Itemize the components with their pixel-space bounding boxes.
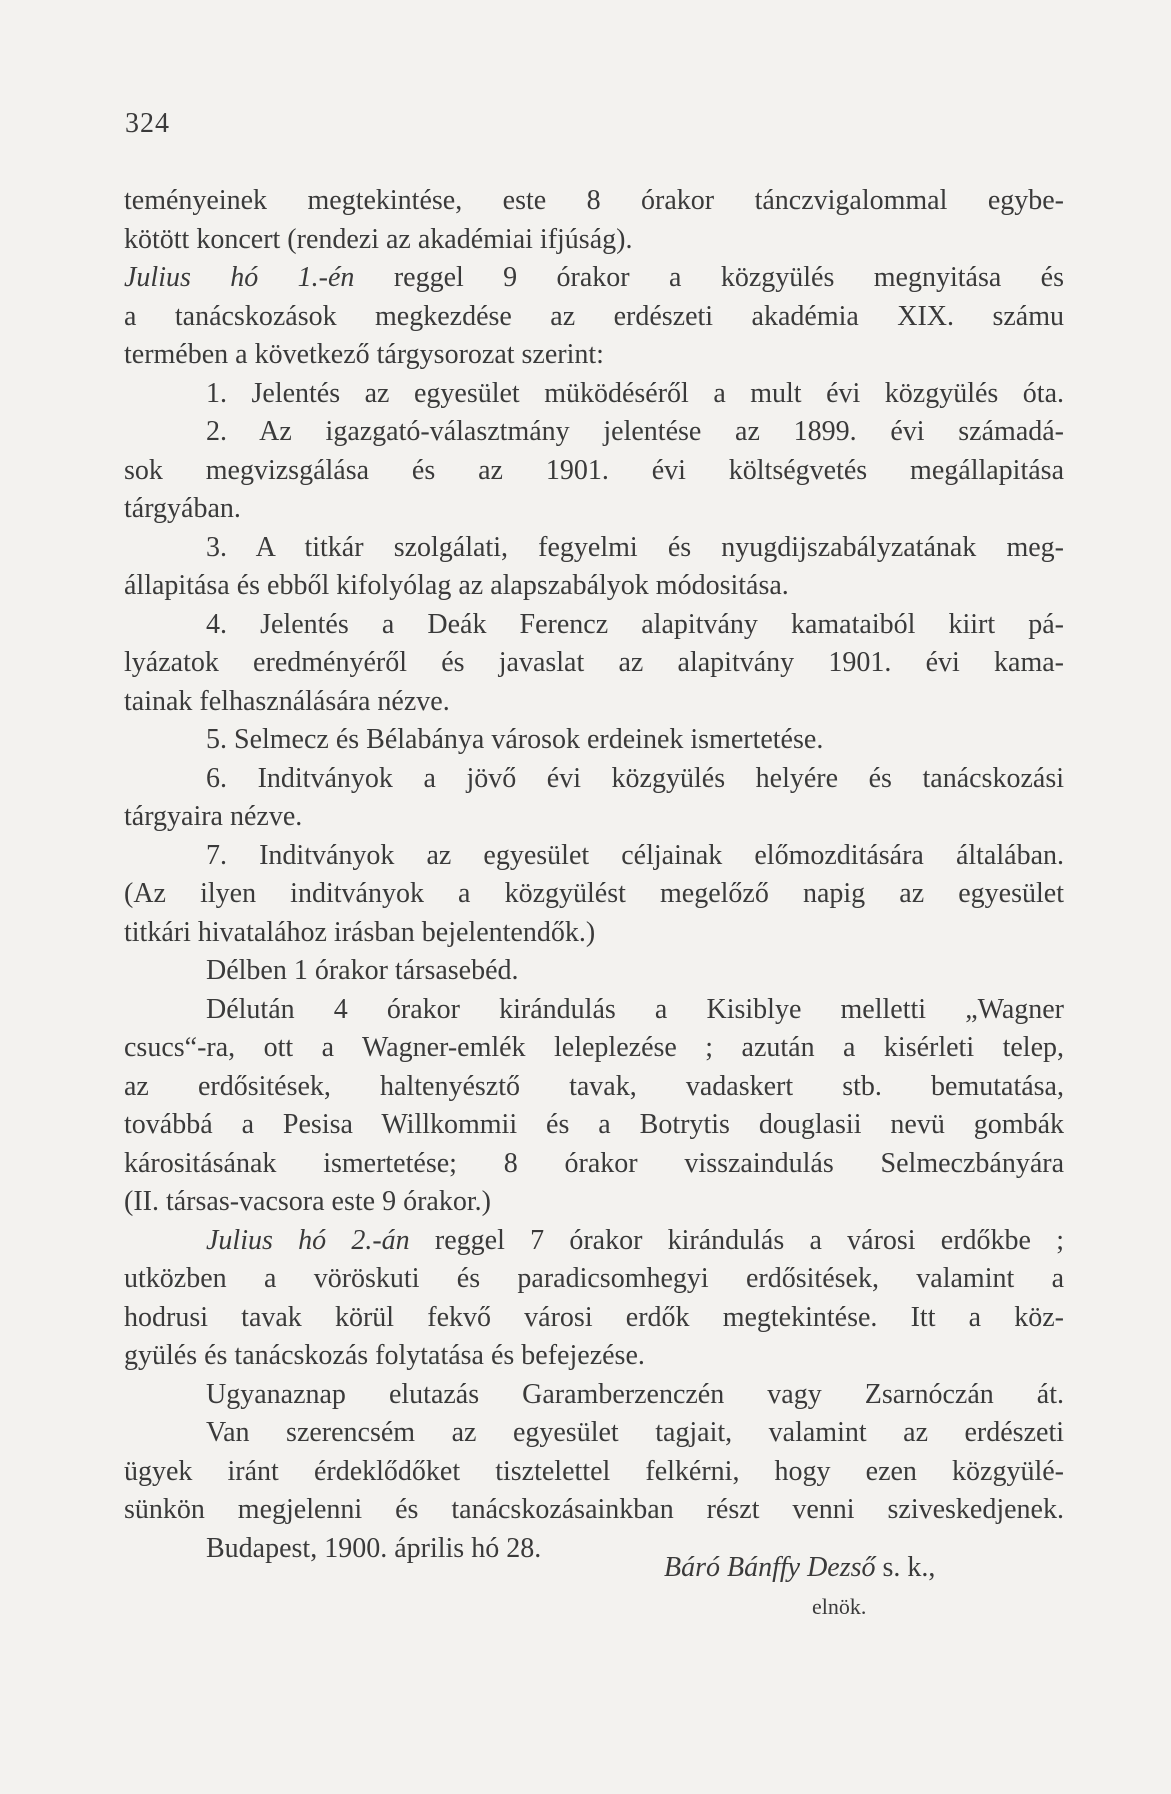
text-segment: utközben a vöröskuti és paradicsomhegyi erdősitések, valamint a (124, 1263, 1064, 1294)
text-line (124, 1337, 1064, 1376)
text-segment: reggel 7 órakor kirándulás a városi erdőkbe ; (409, 1224, 1064, 1256)
text-line (124, 1376, 1064, 1415)
text-line (124, 644, 1064, 683)
text-line (124, 490, 1064, 529)
text-segment: (II. társas-vacsora este 9 órakor.) (124, 1186, 491, 1217)
text-segment: reggel 9 órakor a közgyülés megnyitása és (354, 262, 1064, 293)
text-segment: Délután 4 órakor kirándulás a Kisiblye melletti „Wagner (206, 993, 1064, 1025)
text-line (124, 683, 1064, 722)
text-line (124, 452, 1064, 491)
text-segment: a tanácskozások megkezdése az erdészeti akadémia XIX. számu (124, 300, 1064, 332)
text-segment: tainak felhasználására nézve. (124, 685, 450, 717)
text-line (124, 182, 1064, 221)
text-segment: tárgyaira nézve. (124, 801, 303, 832)
text-line (124, 1414, 1064, 1453)
text-line (124, 1453, 1064, 1492)
text-line (124, 1068, 1064, 1107)
text-segment: 6. Inditványok a jövő évi közgyülés helyére és tanácskozási (206, 762, 1064, 794)
text-segment: csucs“-ra, ott a Wagner-emlék leleplezése ; azután a kisérleti telep, (124, 1032, 1064, 1063)
text-line (124, 1491, 1064, 1530)
signature-suffix: s. k., (875, 1552, 936, 1583)
text-segment: Van szerencsém az egyesület tagjait, valamint az erdészeti (206, 1417, 1064, 1448)
text-line (124, 914, 1064, 953)
text-segment: kötött koncert (rendezi az akadémiai ifjúság). (124, 223, 633, 255)
text-line (124, 1183, 1064, 1222)
text-segment: 5. Selmecz és Bélabánya városok erdeinek ismertetése. (206, 724, 824, 755)
signature-title: elnök. (812, 1594, 867, 1619)
text-line (124, 798, 1064, 837)
text-segment: sünkön megjelenni és tanácskozásainkban részt venni sziveskedjenek. (124, 1494, 1064, 1525)
text-line (124, 1299, 1064, 1338)
text-segment: 3. A titkár szolgálati, fegyelmi és nyugdijszabályzatának meg- (206, 531, 1064, 563)
text-segment: kárositásának ismertetése; 8 órakor visszaindulás Selmeczbányára (124, 1147, 1064, 1179)
text-segment: Ugyanaznap elutazás Garamberzenczén vagy Zsarnóczán át. (206, 1378, 1064, 1410)
text-segment: gyülés és tanácskozás folytatása és befejezése. (124, 1340, 645, 1371)
text-line (124, 221, 1064, 260)
text-line (124, 375, 1064, 414)
date-heading: Julius hó 2.-án (206, 1224, 410, 1256)
text-segment: tárgyában. (124, 493, 241, 524)
text-line (124, 1106, 1064, 1145)
text-segment: 4. Jelentés a Deák Ferencz alapitvány kamataiból kiirt pá- (206, 608, 1064, 640)
text-segment: az erdősitések, haltenyésztő tavak, vadaskert stb. bemutatása, (124, 1070, 1064, 1102)
text-line (124, 529, 1064, 568)
text-line (124, 336, 1064, 375)
text-line (124, 875, 1064, 914)
text-line (124, 606, 1064, 645)
page-number: 324 (125, 108, 170, 139)
text-line (124, 991, 1064, 1030)
text-segment: Budapest, 1900. április hó 28. (206, 1532, 542, 1564)
text-segment: hodrusi tavak körül fekvő városi erdők megtekintése. Itt a köz- (124, 1301, 1064, 1333)
text-line (124, 298, 1064, 337)
text-segment: ügyek iránt érdeklődőket tisztelettel felkérni, hogy ezen közgyülé- (124, 1455, 1064, 1487)
text-segment: állapitása és ebből kifolyólag az alapszabályok módositása. (124, 570, 789, 601)
text-segment: lyázatok eredményéről és javaslat az alapitvány 1901. évi kama- (124, 647, 1064, 678)
text-line (124, 952, 1064, 991)
text-line (124, 760, 1064, 799)
text-segment: 1. Jelentés az egyesület müködéséről a mult évi közgyülés óta. (206, 377, 1064, 409)
text-segment: (Az ilyen inditványok a közgyülést megelőző napig az egyesület (124, 878, 1064, 909)
text-line (124, 1145, 1064, 1184)
text-segment: Délben 1 órakor társasebéd. (206, 955, 519, 986)
text-line (124, 721, 1064, 760)
text-line (124, 1029, 1064, 1068)
text-segment: 7. Inditványok az egyesület céljainak előmozditására általában. (206, 839, 1064, 871)
text-line (124, 567, 1064, 606)
text-segment: titkári hivatalához irásban bejelentendők.) (124, 916, 596, 948)
text-segment: 2. Az igazgató-választmány jelentése az 1899. évi számadá- (206, 416, 1064, 447)
text-segment: továbbá a Pesisa Willkommii és a Botrytis douglasii nevü gombák (124, 1109, 1064, 1140)
signature-name: Báró Bánffy Dezső (664, 1552, 876, 1583)
text-segment: sok megvizsgálása és az 1901. évi költségvetés megállapitása (124, 454, 1064, 486)
text-segment: teményeinek megtekintése, este 8 órakor tánczvigalommal egybe- (124, 185, 1064, 216)
text-line (124, 1222, 1064, 1261)
date-heading: Julius hó 1.-én (124, 262, 355, 293)
text-line (124, 837, 1064, 876)
text-segment: termében a következő tárgysorozat szerint: (124, 339, 604, 370)
text-line (124, 1260, 1064, 1299)
text-line (124, 413, 1064, 452)
text-line (124, 259, 1064, 298)
signature (664, 1552, 935, 1584)
body-text (124, 182, 1064, 1568)
